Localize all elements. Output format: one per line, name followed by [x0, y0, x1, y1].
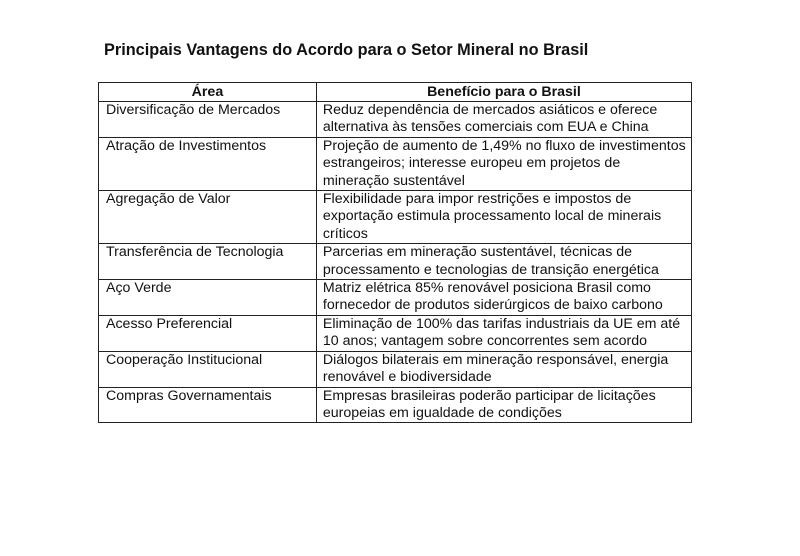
benefit-cell: Matriz elétrica 85% renovável posiciona Brasil como fornecedor de produtos siderúrgicos de baixo carbono [316, 280, 691, 316]
area-cell: Compras Governamentais [99, 387, 317, 423]
benefit-cell: Projeção de aumento de 1,49% no fluxo de investimentos estrangeiros; interesse europeu em projetos de mineração sustentável [316, 137, 691, 190]
area-cell: Agregação de Valor [99, 191, 317, 244]
area-cell: Atração de Investimentos [99, 137, 317, 190]
table-row [99, 244, 692, 280]
table-row [99, 315, 692, 351]
table-row [99, 191, 692, 244]
table-row [99, 387, 692, 423]
table-row [99, 280, 692, 316]
benefit-cell: Reduz dependência de mercados asiáticos e oferece alternativa às tensões comerciais com EUA e China [316, 102, 691, 138]
table-row [99, 102, 692, 138]
benefit-cell: Flexibilidade para impor restrições e impostos de exportação estimula processamento local de minerais críticos [316, 191, 691, 244]
benefit-cell: Empresas brasileiras poderão participar de licitações europeias em igualdade de condições [316, 387, 691, 423]
advantages-table [98, 82, 692, 423]
benefit-cell: Diálogos bilaterais em mineração responsável, energia renovável e biodiversidade [316, 351, 691, 387]
area-cell: Cooperação Institucional [99, 351, 317, 387]
area-cell: Diversificação de Mercados [99, 102, 317, 138]
area-cell: Aço Verde [99, 280, 317, 316]
table-row [99, 351, 692, 387]
table-header-row [99, 83, 692, 102]
table-row [99, 137, 692, 190]
benefit-cell: Eliminação de 100% das tarifas industriais da UE em até 10 anos; vantagem sobre concorrentes sem acordo [316, 315, 691, 351]
area-cell: Acesso Preferencial [99, 315, 317, 351]
column-header-area: Área [99, 83, 317, 102]
benefit-cell: Parcerias em mineração sustentável, técnicas de processamento e tecnologias de transição energética [316, 244, 691, 280]
column-header-benefit: Benefício para o Brasil [316, 83, 691, 102]
document-title: Principais Vantagens do Acordo para o Setor Mineral no Brasil [104, 41, 589, 59]
area-cell: Transferência de Tecnologia [99, 244, 317, 280]
